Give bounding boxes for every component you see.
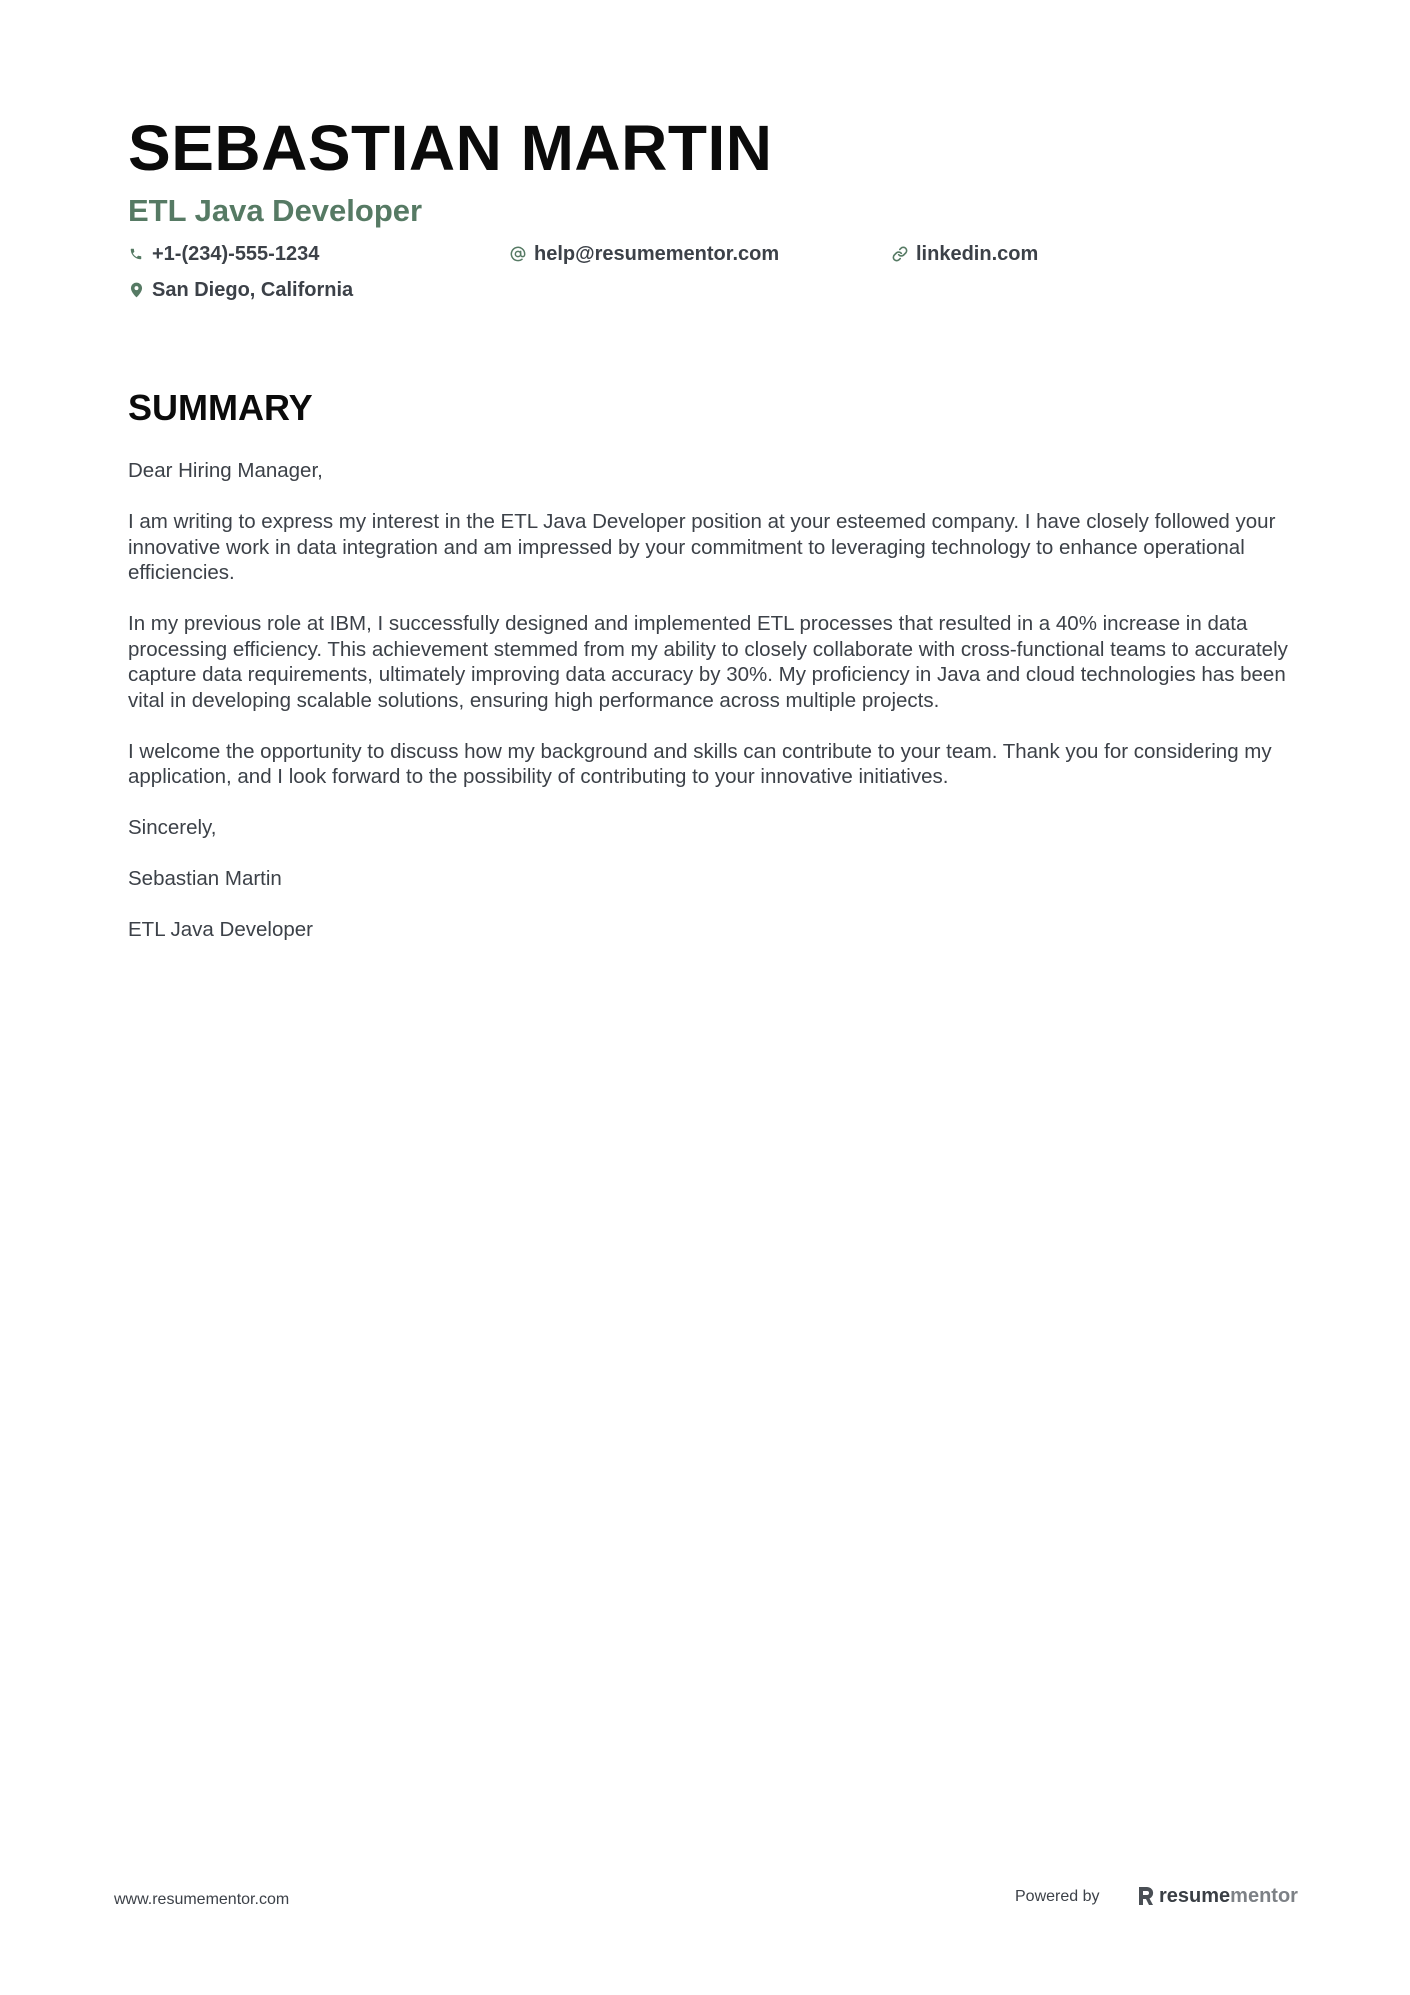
letter-paragraph: In my previous role at IBM, I successfully designed and implemented ETL processes that resulted in a 40% increase in data processing efficiency. This achievement stemmed from my ability to closely collaborate with cross-functional teams to accurately capture data requirements, ultimately improving data accuracy by 30%. My proficiency in Java and cloud technologies has been vital in developing scalable solutions, ensuring high performance across multiple projects. (128, 612, 1288, 712)
at-sign-icon (510, 246, 526, 262)
map-pin-icon (128, 282, 144, 298)
letter-paragraph: I welcome the opportunity to discuss how my background and skills can contribute to your team. Thank you for considering my application, and I look forward to the possibility of contributing to your innovative initiatives. (128, 739, 1272, 788)
footer-brand-logo[interactable] (1137, 1884, 1298, 1908)
phone-icon (128, 246, 144, 262)
contact-linkedin (892, 241, 1038, 267)
letter-signature-name: Sebastian Martin (128, 867, 282, 890)
resumementor-logo-icon (1137, 1885, 1155, 1907)
candidate-name: SEBASTIAN MARTIN (128, 112, 773, 184)
footer-powered-by: Powered by (1015, 1888, 1100, 1905)
contact-email-text[interactable]: help@resumementor.com (534, 243, 780, 265)
letter-greeting: Dear Hiring Manager, (128, 459, 323, 482)
letter-body (128, 458, 1308, 968)
footer-website[interactable]: www.resumementor.com (114, 1891, 290, 1908)
letter-paragraph: I am writing to express my interest in the ETL Java Developer position at your esteemed company. I have closely followed your innovative work in data integration and am impressed by your commitment to leveraging technology to enhance operational efficiencies. (128, 510, 1276, 584)
contact-phone (128, 241, 319, 267)
contact-phone-text: +1-(234)-555-1234 (152, 243, 320, 265)
job-title: ETL Java Developer (128, 193, 423, 228)
section-title-summary: SUMMARY (128, 387, 313, 428)
letter-closing: Sincerely, (128, 816, 217, 839)
contact-location (128, 277, 353, 303)
brand-text-resume: resume (1159, 1885, 1231, 1907)
link-icon (892, 246, 908, 262)
contact-email (510, 241, 779, 267)
contact-location-text: San Diego, California (152, 279, 354, 301)
letter-signature-title: ETL Java Developer (128, 918, 313, 941)
contact-linkedin-text[interactable]: linkedin.com (916, 243, 1039, 265)
brand-text-mentor: mentor (1230, 1885, 1298, 1907)
